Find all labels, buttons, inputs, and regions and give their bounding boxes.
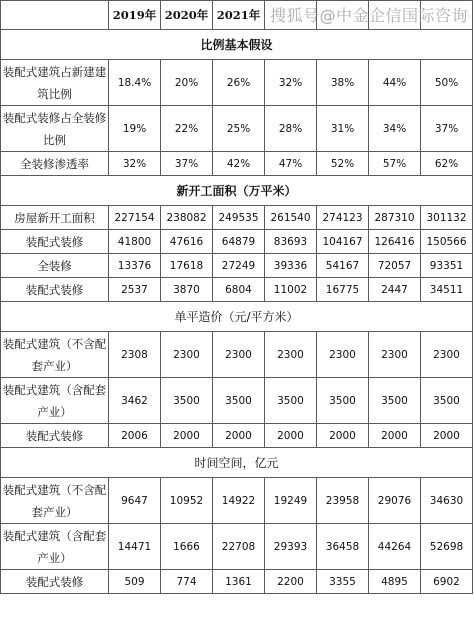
table-row	[1, 152, 473, 176]
value-cell: 25%	[213, 106, 265, 152]
value-cell: 19249	[265, 478, 317, 524]
header-row	[1, 1, 473, 30]
value-cell: 34630	[421, 478, 473, 524]
value-cell: 64879	[213, 230, 265, 254]
value-cell: 32%	[109, 152, 161, 176]
value-cell: 47616	[161, 230, 213, 254]
value-cell: 2000	[317, 424, 369, 448]
value-cell: 104167	[317, 230, 369, 254]
table-row	[1, 254, 473, 278]
value-cell: 2300	[369, 332, 421, 378]
table-row	[1, 524, 473, 570]
value-cell: 3500	[369, 378, 421, 424]
value-cell: 2000	[213, 424, 265, 448]
value-cell: 44264	[369, 524, 421, 570]
value-cell: 2000	[421, 424, 473, 448]
section-row	[1, 302, 473, 332]
section-title: 时间空间，亿元	[1, 448, 473, 478]
value-cell: 16775	[317, 278, 369, 302]
value-cell: 4895	[369, 570, 421, 594]
value-cell: 20%	[161, 60, 213, 106]
value-cell: 509	[109, 570, 161, 594]
value-cell: 37%	[421, 106, 473, 152]
value-cell: 17618	[161, 254, 213, 278]
section-row	[1, 448, 473, 478]
value-cell: 238082	[161, 206, 213, 230]
value-cell: 2300	[213, 332, 265, 378]
value-cell: 37%	[161, 152, 213, 176]
watermark-text: 搜狐号@中金企信国际咨询	[270, 6, 469, 25]
value-cell: 52%	[317, 152, 369, 176]
value-cell: 38%	[317, 60, 369, 106]
value-cell: 9647	[109, 478, 161, 524]
row-label-cell: 装配式建筑（含配套产业）	[1, 378, 109, 424]
row-label-cell: 装配式装修	[1, 570, 109, 594]
row-label-cell: 全装修	[1, 254, 109, 278]
value-cell: 274123	[317, 206, 369, 230]
value-cell: 2200	[265, 570, 317, 594]
value-cell: 11002	[265, 278, 317, 302]
value-cell: 47%	[265, 152, 317, 176]
value-cell: 36458	[317, 524, 369, 570]
value-cell: 287310	[369, 206, 421, 230]
value-cell: 301132	[421, 206, 473, 230]
value-cell: 22708	[213, 524, 265, 570]
value-cell: 249535	[213, 206, 265, 230]
row-label-cell: 装配式装修	[1, 278, 109, 302]
value-cell: 2300	[161, 332, 213, 378]
table-row	[1, 206, 473, 230]
value-cell: 18.4%	[109, 60, 161, 106]
value-cell: 29393	[265, 524, 317, 570]
value-cell: 150566	[421, 230, 473, 254]
value-cell: 1361	[213, 570, 265, 594]
section-title: 比例基本假设	[1, 30, 473, 60]
value-cell: 39336	[265, 254, 317, 278]
table-row	[1, 424, 473, 448]
value-cell: 2300	[265, 332, 317, 378]
value-cell: 10952	[161, 478, 213, 524]
value-cell: 54167	[317, 254, 369, 278]
row-label-cell: 装配式装修	[1, 230, 109, 254]
value-cell: 31%	[317, 106, 369, 152]
value-cell: 28%	[265, 106, 317, 152]
value-cell: 2006	[109, 424, 161, 448]
row-label-cell: 全装修渗透率	[1, 152, 109, 176]
value-cell: 126416	[369, 230, 421, 254]
value-cell: 2300	[317, 332, 369, 378]
value-cell: 29076	[369, 478, 421, 524]
value-cell: 62%	[421, 152, 473, 176]
year-header-cell: 2021年	[213, 1, 265, 30]
value-cell: 227154	[109, 206, 161, 230]
value-cell: 34511	[421, 278, 473, 302]
value-cell: 2000	[161, 424, 213, 448]
row-label-cell: 装配式建筑占新建建筑比例	[1, 60, 109, 106]
value-cell: 3462	[109, 378, 161, 424]
value-cell: 774	[161, 570, 213, 594]
value-cell: 13376	[109, 254, 161, 278]
row-label-cell: 装配式建筑（不含配套产业）	[1, 478, 109, 524]
value-cell: 2000	[369, 424, 421, 448]
value-cell: 3500	[265, 378, 317, 424]
row-label-cell: 装配式建筑（含配套产业）	[1, 524, 109, 570]
value-cell: 14922	[213, 478, 265, 524]
section-row	[1, 176, 473, 206]
value-cell: 1666	[161, 524, 213, 570]
value-cell: 2000	[265, 424, 317, 448]
section-row	[1, 30, 473, 60]
value-cell: 42%	[213, 152, 265, 176]
value-cell: 2447	[369, 278, 421, 302]
value-cell: 6804	[213, 278, 265, 302]
value-cell: 52698	[421, 524, 473, 570]
value-cell: 34%	[369, 106, 421, 152]
value-cell: 3500	[161, 378, 213, 424]
value-cell: 19%	[109, 106, 161, 152]
value-cell: 44%	[369, 60, 421, 106]
table-row	[1, 332, 473, 378]
value-cell: 41800	[109, 230, 161, 254]
value-cell: 26%	[213, 60, 265, 106]
value-cell: 3500	[421, 378, 473, 424]
value-cell: 3500	[213, 378, 265, 424]
table-row	[1, 60, 473, 106]
year-header-cell	[421, 1, 473, 30]
table-row	[1, 106, 473, 152]
value-cell: 2300	[421, 332, 473, 378]
table-row	[1, 230, 473, 254]
value-cell: 261540	[265, 206, 317, 230]
value-cell: 2308	[109, 332, 161, 378]
value-cell: 3870	[161, 278, 213, 302]
value-cell: 3355	[317, 570, 369, 594]
value-cell: 23958	[317, 478, 369, 524]
year-header-cell	[369, 1, 421, 30]
value-cell: 6902	[421, 570, 473, 594]
year-header-cell: 2020年	[161, 1, 213, 30]
section-title: 新开工面积（万平米）	[1, 176, 473, 206]
row-label-cell: 房屋新开工面积	[1, 206, 109, 230]
value-cell: 22%	[161, 106, 213, 152]
row-label-cell: 装配式建筑（不含配套产业）	[1, 332, 109, 378]
table-row	[1, 378, 473, 424]
table-row	[1, 278, 473, 302]
value-cell: 93351	[421, 254, 473, 278]
table-row	[1, 478, 473, 524]
table-row	[1, 570, 473, 594]
value-cell: 14471	[109, 524, 161, 570]
year-header-cell: 2019年	[109, 1, 161, 30]
value-cell: 83693	[265, 230, 317, 254]
value-cell: 2537	[109, 278, 161, 302]
value-cell: 32%	[265, 60, 317, 106]
value-cell: 27249	[213, 254, 265, 278]
value-cell: 50%	[421, 60, 473, 106]
value-cell: 57%	[369, 152, 421, 176]
value-cell: 72057	[369, 254, 421, 278]
row-label-cell: 装配式装修	[1, 424, 109, 448]
section-title: 单平造价（元/平方米）	[1, 302, 473, 332]
header-corner-cell	[1, 1, 109, 30]
row-label-cell: 装配式装修占全装修比例	[1, 106, 109, 152]
year-header-cell	[317, 1, 369, 30]
year-header-cell	[265, 1, 317, 30]
value-cell: 3500	[317, 378, 369, 424]
